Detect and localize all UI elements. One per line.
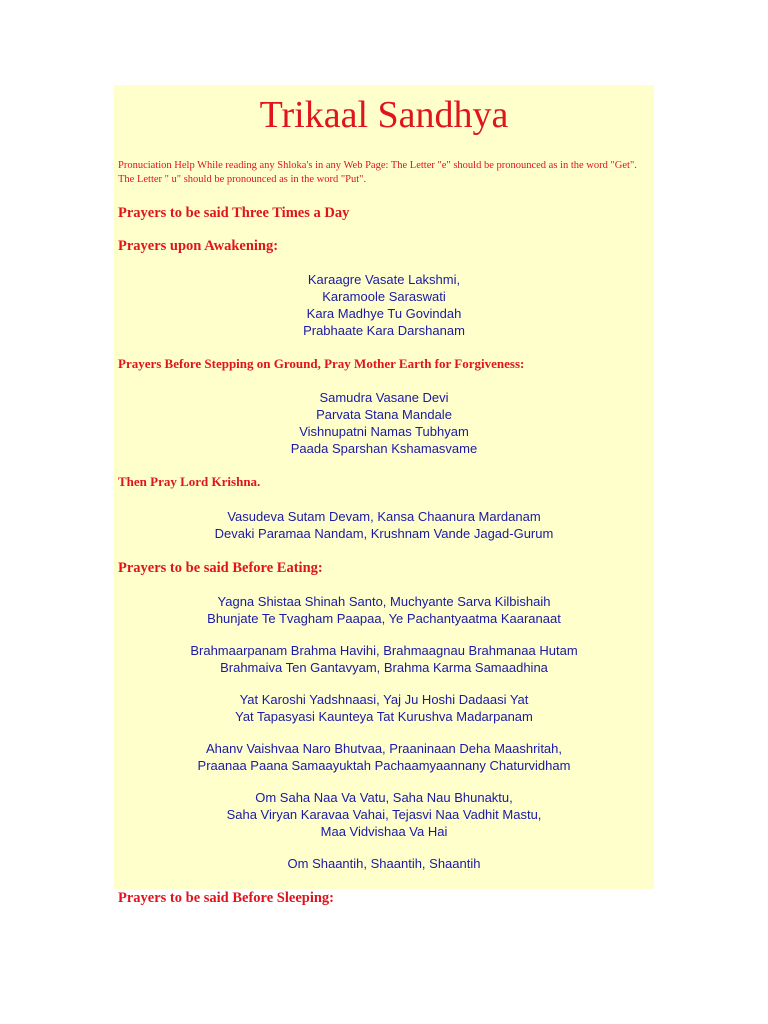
verse-line: Saha Viryan Karavaa Vahai, Tejasvi Naa Vadhit Mastu,	[226, 807, 542, 822]
verse-line: Yat Tapasyasi Kaunteya Tat Kurushva Madarpanam	[235, 709, 533, 724]
heading-three-times: Prayers to be said Three Times a Day	[118, 205, 350, 221]
verse-line: Samudra Vasane Devi	[319, 390, 449, 405]
heading-eating: Prayers to be said Before Eating:	[118, 560, 323, 576]
heading-krishna: Then Pray Lord Krishna.	[118, 474, 261, 489]
verse-line: Brahmaarpanam Brahma Havihi, Brahmaagnau Brahmanaa Hutam	[190, 643, 578, 658]
verse-line: Yat Karoshi Yadshnaasi, Yaj Ju Hoshi Dadaasi Yat	[239, 692, 529, 707]
verse-line: Vishnupatni Namas Tubhyam	[299, 424, 469, 439]
verse-line: Om Shaantih, Shaantih, Shaantih	[287, 856, 481, 871]
verse-line: Bhunjate Te Tvagham Paapaa, Ye Pachantyaatma Kaaranaat	[207, 611, 561, 626]
verse-line: Om Saha Naa Va Vatu, Saha Nau Bhunaktu,	[255, 790, 513, 805]
verse-eating-6	[118, 855, 650, 872]
verse-line: Parvata Stana Mandale	[316, 407, 452, 422]
verse-line: Ahanv Vaishvaa Naro Bhutvaa, Praaninaan Deha Maashritah,	[205, 741, 563, 756]
verse-eating-1	[118, 593, 650, 627]
verse-line: Maa Vidvishaa Va Hai	[320, 824, 448, 839]
verse-eating-4	[118, 740, 650, 774]
verse-line: Brahmaiva Ten Gantavyam, Brahma Karma Samaadhina	[220, 660, 548, 675]
verse-line: Vasudeva Sutam Devam, Kansa Chaanura Mardanam	[227, 509, 541, 524]
verse-line: Paada Sparshan Kshamasvame	[290, 441, 478, 456]
content-panel	[114, 85, 654, 906]
verse-eating-3	[118, 691, 650, 725]
verse-awakening	[118, 271, 650, 339]
heading-awakening: Prayers upon Awakening:	[118, 238, 279, 254]
verse-line: Praanaa Paana Samaayuktah Pachaamyaannany Chaturvidham	[197, 758, 571, 773]
verse-line: Karamoole Saraswati	[322, 289, 446, 304]
verse-eating-2	[118, 642, 650, 676]
verse-line: Yagna Shistaa Shinah Santo, Muchyante Sarva Kilbishaih	[217, 594, 551, 609]
verse-line: Karaagre Vasate Lakshmi,	[307, 272, 461, 287]
heading-ground: Prayers Before Stepping on Ground, Pray Mother Earth for Forgiveness:	[118, 356, 525, 371]
pronunciation-help: Pronuciation Help While reading any Shloka's in any Web Page: The Letter "e" should be pronounced as in the word "Get". The Letter " u" should be pronounced as in the word "Put".	[118, 160, 637, 185]
verse-line: Prabhaate Kara Darshanam	[303, 323, 465, 338]
verse-krishna	[118, 508, 650, 542]
heading-sleeping: Prayers to be said Before Sleeping:	[118, 890, 334, 906]
verse-ground	[118, 389, 650, 457]
verse-line: Kara Madhye Tu Govindah	[306, 306, 462, 321]
page-title: Trikaal Sandhya	[259, 94, 509, 136]
verse-eating-5	[118, 789, 650, 840]
verse-line: Devaki Paramaa Nandam, Krushnam Vande Jagad-Gurum	[214, 526, 554, 541]
